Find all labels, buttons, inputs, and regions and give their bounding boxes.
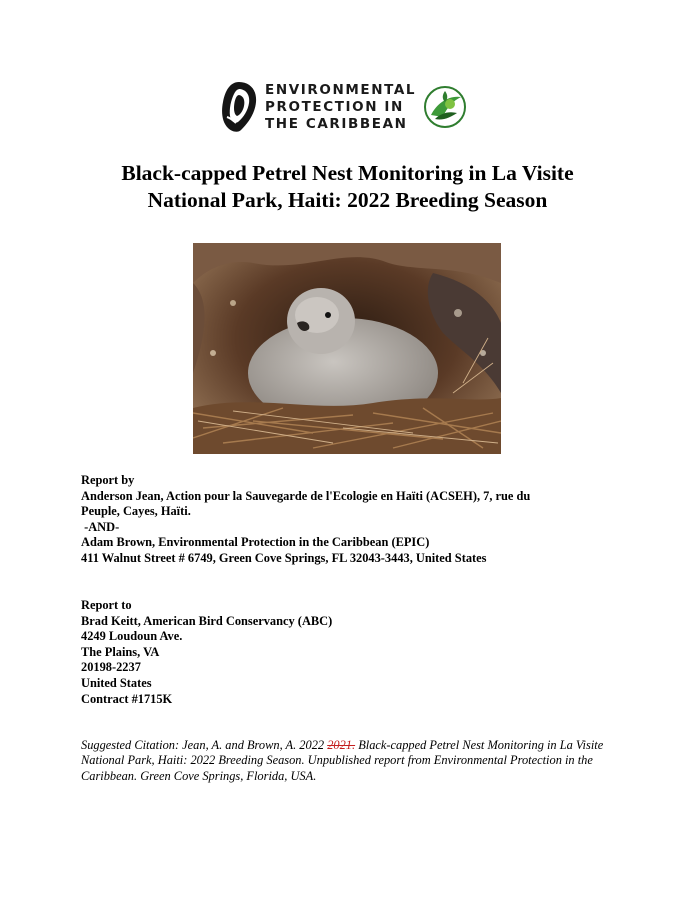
citation-rest: Black-capped Petrel Nest Monitoring in La Visite National Park, Haiti: 2022 Breeding Season. Unpublished report from Environmental Protection in the Caribbean. Green Cove Springs, Florida, USA. xyxy=(81,738,607,783)
report-by-section xyxy=(81,473,641,567)
report-to-line-5: United States xyxy=(81,675,152,690)
abc-logo-icon xyxy=(423,85,467,129)
report-title xyxy=(60,160,635,214)
logo-line-3: THE CARIBBEAN xyxy=(265,116,408,132)
header-logos xyxy=(219,80,479,136)
epic-logo-icon xyxy=(219,80,259,134)
report-by-line-4: 411 Walnut Street # 6749, Green Cove Springs, FL 32043-3443, United States xyxy=(81,550,487,565)
report-to-line-2: 4249 Loudoun Ave. xyxy=(81,629,183,644)
citation-struck-year: 2021. xyxy=(327,738,356,752)
report-by-line-2: Peuple, Cayes, Haïti. xyxy=(81,504,191,519)
title-line-2: National Park, Haiti: 2022 Breeding Season xyxy=(147,188,548,212)
petrel-chick-photo xyxy=(193,243,501,454)
report-to-line-6: Contract #1715K xyxy=(81,691,173,706)
report-by-line-3: Adam Brown, Environmental Protection in the Caribbean (EPIC) xyxy=(81,535,430,550)
report-to-section xyxy=(81,598,641,707)
report-to-line-4: 20198-2237 xyxy=(81,660,141,675)
epic-logo-text xyxy=(265,82,416,133)
report-by-heading: Report by xyxy=(81,473,135,487)
report-to-heading: Report to xyxy=(81,598,132,612)
report-to-line-3: The Plains, VA xyxy=(81,644,160,659)
title-line-1: Black-capped Petrel Nest Monitoring in La Visite xyxy=(121,161,574,185)
suggested-citation xyxy=(81,738,621,784)
report-to-line-1: Brad Keitt, American Bird Conservancy (ABC) xyxy=(81,613,333,628)
logo-line-2: PROTECTION IN xyxy=(265,99,404,115)
logo-line-1: ENVIRONMENTAL xyxy=(265,82,417,98)
report-by-line-1: Anderson Jean, Action pour la Sauvegarde de l'Ecologie en Haïti (ACSEH), 7, rue du xyxy=(81,488,531,503)
citation-prefix: Suggested Citation: Jean, A. and Brown, A. 2022 xyxy=(81,738,328,752)
report-by-and: -AND- xyxy=(81,519,120,534)
